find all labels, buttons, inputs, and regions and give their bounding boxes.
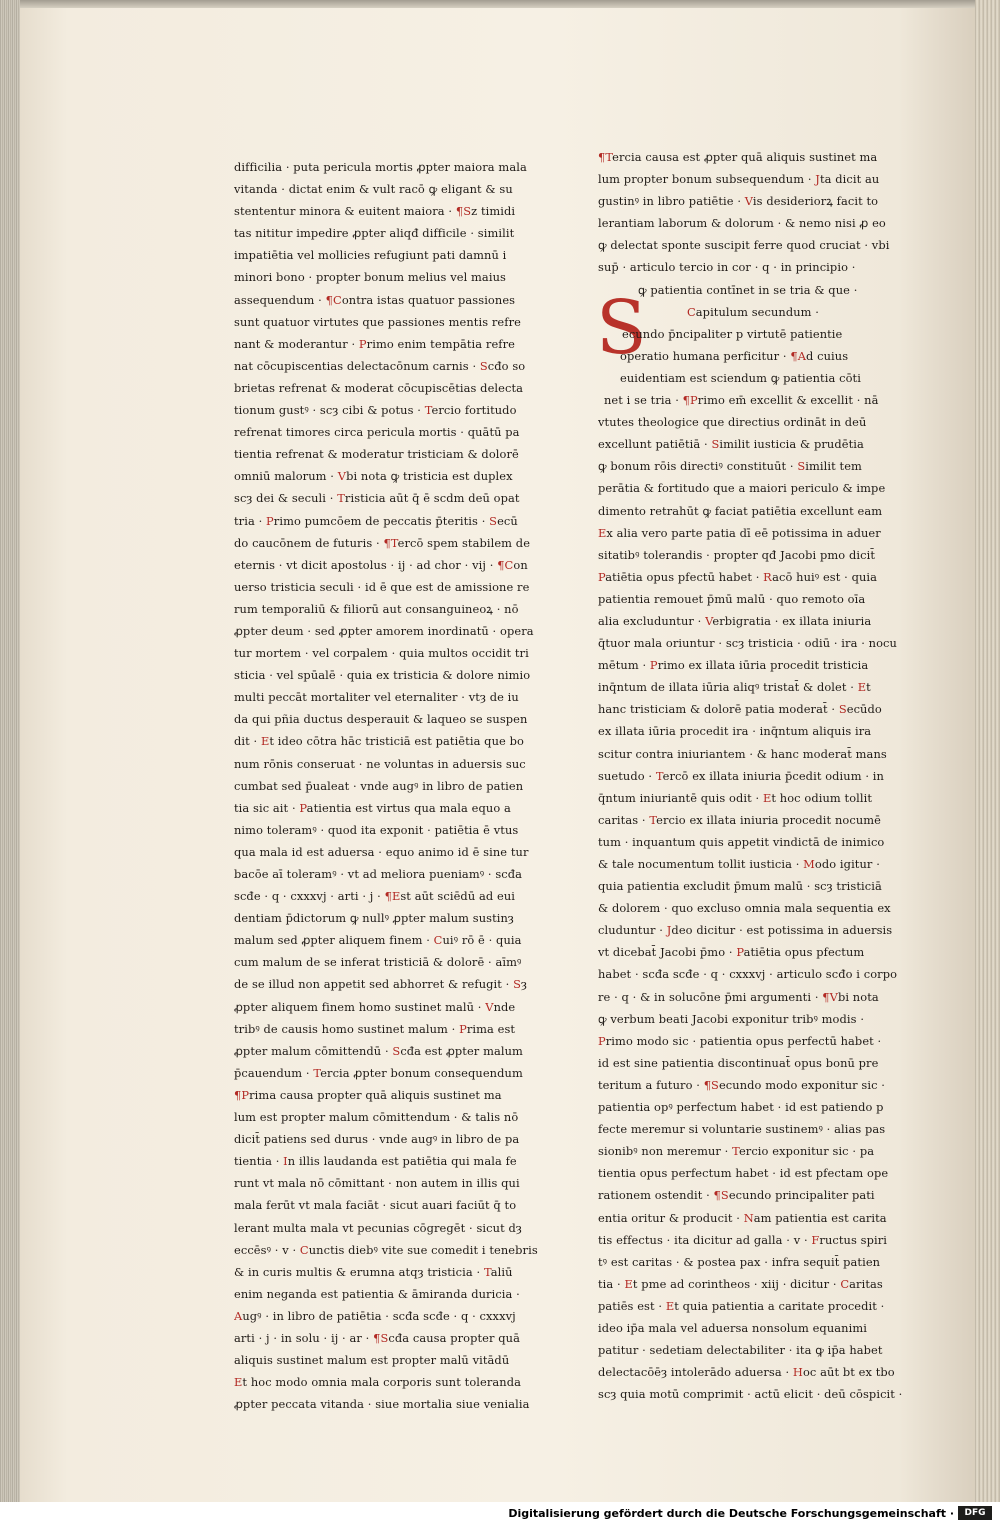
text-line: tur mortem · vel corpalem · quia multos occidit tri <box>234 646 529 661</box>
text-line: lerantiam laborum & dolorum · & nemo nisi ꝓ eo <box>598 216 886 231</box>
text-line: ꝓpter malum cōmittendū · Scđa est ꝓpter malum <box>234 1043 523 1058</box>
text-line: scđe · q · cxxxvj · arti · j · ¶Est aūt sciēdū ad eui <box>234 889 516 904</box>
text-line: ꝙ verbum beati Jacobi exponitur tribꝰ modis · <box>598 1011 865 1026</box>
text-line: qua mala id est aduersa · equo animo id ē sine tur <box>234 844 529 859</box>
text-line: ꝙ delectat sponte suscipit ferre quod cruciat · vbi <box>598 238 890 253</box>
text-line: Et hoc modo omnia mala corporis sunt toleranda <box>234 1375 522 1390</box>
text-line: impatiētia vel mollicies refugiunt pati damnū i <box>234 248 507 263</box>
text-line: refrenat timores circa pericula mortis · quātū pa <box>234 425 520 440</box>
text-line: vtutes theologice que directius ordināt in deū <box>598 415 867 430</box>
text-line: ꝙ patientia contīnet in se tria & que · <box>638 282 858 297</box>
text-line: vt dicebat̄ Jacobi p̄mo · Patiētia opus pfectum <box>598 945 865 960</box>
text-line: dicit̄ patiens sed durus · vnde augꝰ in libro de pa <box>234 1132 520 1147</box>
text-line: eccēsꝰ · v · Cunctis diebꝰ vite sue comedit i tenebris <box>234 1242 538 1257</box>
text-line: caritas · Tercio ex illata iniuria procedit nocumē <box>598 812 881 827</box>
text-line: rum temporaliū & filiorū aut consanguineoꝝ · nō <box>234 601 519 616</box>
decorated-initial-letter: S <box>596 285 647 371</box>
text-line: sup̄ · articulo tercio in cor · q · in principio · <box>598 260 856 275</box>
text-line: teritum a futuro · ¶Secundo modo exponitur sic · <box>598 1077 886 1092</box>
text-line: runt vt mala nō cōmittant · non autem in illis qui <box>234 1176 520 1191</box>
text-line: assequendum · ¶Contra istas quatuor passiones <box>234 292 516 307</box>
text-line: ex illata iūria procedit ira · inq̄ntum aliquis ira <box>598 724 872 739</box>
text-line: tum · inquantum quis appetit vindictā de inimico <box>598 834 885 849</box>
text-line: malum sed ꝓpter aliquem finem · Cuiꝰ rō ē · quia <box>234 933 522 948</box>
text-line: tientia · In illis laudanda est patiētia qui mala fe <box>234 1154 517 1169</box>
text-line: Patiētia opus pfectū habet · Racō huiꝰ est · quia <box>598 569 878 584</box>
text-line: lum propter bonum subsequendum · Jta dicit au <box>598 172 880 187</box>
text-line: cumbat sed p̄ualeat · vnde augꝰ in libro de patien <box>234 778 524 793</box>
text-line: dit · Et ideo cōtra hāc tristiciā est patiētia que bo <box>234 734 524 749</box>
text-line: gustinꝰ in libro patiētie · Vis desideriorꝝ facit to <box>598 194 879 209</box>
text-line: inq̄ntum de illata iūria aliqꝰ tristat̄ & dolet · Et <box>598 680 871 695</box>
text-line: rationem ostendit · ¶Secundo principaliter pati <box>598 1188 875 1203</box>
text-line: tꝰ est caritas · & postea pax · infra sequit̄ patien <box>598 1254 881 1269</box>
text-line: bacōe aī toleramꝰ · vt ad meliora pueniamꝰ · scđa <box>234 867 523 881</box>
text-line: alia excluduntur · Verbigratia · ex illata iniuria <box>598 613 872 628</box>
text-line: sticia · vel spūalē · quia ex tristicia & dolore nimio <box>234 668 531 683</box>
text-line: q̄tuor mala oriuntur · scȝ tristicia · odiū · ira · nocu <box>598 636 897 651</box>
text-line: dentiam p̄dictorum ꝙ nullꝰ ꝓpter malum sustinȝ <box>234 911 514 926</box>
text-line: re · q · & in solucōne p̄mi argumenti · ¶Vbi nota <box>598 989 879 1004</box>
text-line: euidentiam est sciendum ꝙ patientia cōti <box>620 370 861 385</box>
funding-notice: Digitalisierung gefördert durch die Deutsche Forschungsgemeinschaft · <box>508 1507 954 1520</box>
text-line: nimo toleramꝰ · quod ita exponit · patiētia ē vtus <box>234 822 519 837</box>
text-line: lum est propter malum cōmittendum · & talis nō <box>234 1110 519 1125</box>
text-line: num rōnis conseruat · ne voluntas in aduersis suc <box>234 756 526 771</box>
text-line: ideo ip̄a mala vel aduersa nonsolum equanimi <box>598 1320 867 1335</box>
text-line: multi peccāt mortaliter vel eternaliter · vtȝ de iu <box>234 690 519 705</box>
text-line: eternis · vt dicit apostolus · ij · ad chor · vij · ¶Con <box>234 557 528 572</box>
text-line: difficilia · puta pericula mortis ꝓpter maiora mala <box>234 160 527 174</box>
text-line: tionum gustꝰ · scȝ cibi & potus · Tercio fortitudo <box>234 403 517 418</box>
text-line: ꝓpter peccata vitanda · siue mortalia siue venialia <box>234 1397 530 1412</box>
text-line: tientia refrenat & moderatur tristiciam & dolorē <box>234 447 519 462</box>
text-line: tribꝰ de causis homo sustinet malum · Prima est <box>234 1021 516 1036</box>
text-line: de se illud non appetit sed abhorret & refugit · Sȝ <box>234 977 528 992</box>
text-line: excellunt patiētiā · Similit iusticia & prudētia <box>598 437 864 452</box>
text-line: patitur · sedetiam delectabiliter · ita ꝙ ip̄a habet <box>598 1343 883 1358</box>
left-text-column <box>234 156 544 1415</box>
text-line: ¶Prima causa propter quā aliquis sustinet ma <box>234 1087 502 1102</box>
text-line: id est sine patientia discontinuat̄ opus bonū pre <box>598 1055 879 1070</box>
text-line: patientia opꝰ perfectum habet · id est patiendo p <box>598 1100 884 1115</box>
text-line: aliquis sustinet malum est propter malū vitādū <box>234 1353 510 1368</box>
text-line: tia sic ait · Patientia est virtus qua mala equo a <box>234 800 511 815</box>
right-text-column <box>598 146 908 1405</box>
text-line: q̄ntum iniuriantē quis odit · Et hoc odium tollit <box>598 790 873 805</box>
text-line: sunt quatuor virtutes que passiones mentis refre <box>234 314 521 329</box>
text-line: tientia opus perfectum habet · id est pfectam ope <box>598 1166 889 1181</box>
text-line: scȝ quia motū comprimit · actū elicit · deū cōspicit · <box>598 1387 903 1402</box>
text-line: tis effectus · ita dicitur ad galla · v · Fructus spiri <box>598 1232 888 1247</box>
text-line: ꝓpter deum · sed ꝓpter amorem inordinatū · opera <box>234 623 534 638</box>
text-line: lerant multa mala vt pecunias cōgregēt · sicut dȝ <box>234 1220 522 1235</box>
text-line: cum malum de se inferat tristiciā & dolorē · aīmꝰ <box>234 955 522 970</box>
text-line: Capitulum secundum · <box>686 304 820 319</box>
text-line: vitanda · dictat enim & vult racō ꝙ eligant & su <box>234 182 513 197</box>
text-line: patiēs est · Et quia patientia a caritate procedit · <box>598 1298 885 1313</box>
text-line: perātia & fortitudo que a maiori periculo & impe <box>598 481 886 496</box>
text-line: tria · Primo pumcōem de peccatis p̄teritis · Secū <box>234 513 518 528</box>
text-line: hanc tristiciam & dolorē patia moderat̄ · Secūdo <box>598 702 882 717</box>
text-line: do caucōnem de futuris · ¶Tercō spem stabilem de <box>234 535 531 550</box>
text-line: Augꝰ · in libro de patiētia · scđa scđe · q · cxxxvj <box>234 1308 516 1323</box>
text-line: tia · Et pme ad corintheos · xiij · dicitur · Caritas <box>598 1276 883 1291</box>
text-line: mala ferūt vt mala faciāt · sicut auari faciūt q̄ to <box>234 1198 517 1213</box>
text-line: uerso tristicia seculi · id ē que est de amissione re <box>234 579 530 594</box>
text-line: net i se tria · ¶Primo em̄ excellit & excellit · nā <box>604 393 879 408</box>
text-line: & tale nocumentum tollit iusticia · Modo igitur · <box>598 857 880 871</box>
text-line: dimento retrahūt ꝙ faciat patiētia excellunt eam <box>598 503 883 518</box>
text-line: suetudo · Tercō ex illata iniuria p̄cedit odium · in <box>598 768 884 783</box>
text-line: fecte meremur si voluntarie sustinemꝰ · alias pas <box>598 1122 886 1137</box>
text-line: sionibꝰ non meremur · Tercio exponitur sic · pa <box>598 1144 875 1159</box>
text-line: stententur minora & euitent maiora · ¶Sz timidi <box>234 204 516 219</box>
text-line: nat cōcupiscentias delectacōnum carnis · Scđo so <box>234 358 526 373</box>
text-line: enim neganda est patientia & āmiranda duricia · <box>234 1286 520 1301</box>
text-line: Primo modo sic · patientia opus perfectū habet · <box>598 1033 882 1048</box>
text-line: patientia remouet p̄mū malū · quo remoto oīa <box>598 591 866 606</box>
text-line: & dolorem · quo excluso omnia mala sequentia ex <box>598 901 891 916</box>
text-line: sitatibꝰ tolerandis · propter qđ Jacobi pmo dicit̄ <box>598 547 876 562</box>
text-line: brietas refrenat & moderat cōcupiscētias delecta <box>234 380 524 395</box>
text-line: arti · j · in solu · ij · ar · ¶Scđa causa propter quā <box>234 1330 520 1345</box>
text-line: mētum · Primo ex illata iūria procedit tristicia <box>598 658 869 673</box>
text-line: scitur contra iniuriantem · & hanc moderat̄ mans <box>598 746 887 761</box>
text-line: operatio humana perficitur · ¶Ad cuius <box>620 348 849 363</box>
page-edges-left <box>0 0 22 1502</box>
text-line: da qui pñia ductus desperauit & laqueo se suspen <box>234 712 528 727</box>
dfg-logo: DFG <box>958 1506 992 1520</box>
text-line: delectacōēȝ intolerādo aduersa · Hoc aūt bt ex tbo <box>598 1365 895 1380</box>
text-line: ¶Tercia causa est ꝓpter quā aliquis sustinet ma <box>598 150 878 164</box>
text-line: & in curis multis & erumna atqȝ tristicia · Taliū <box>234 1264 513 1279</box>
text-line: ecundo p̄ncipaliter p virtutē patientie <box>622 326 843 341</box>
text-line: nant & moderantur · Primo enim tempātia refre <box>234 336 516 351</box>
text-line: p̄cauendum · Tercia ꝓpter bonum consequendum <box>234 1065 523 1080</box>
page-edges-right <box>975 0 1000 1502</box>
text-line: ꝙ bonum rōis directiꝰ constituūt · Similit tem <box>598 459 862 474</box>
text-line: habet · scđa scđe · q · cxxxvj · articulo scđo i corpo <box>598 967 898 982</box>
text-line: cluduntur · Jdeo dicitur · est potissima in aduersis <box>598 923 893 938</box>
text-line: ꝓpter aliquem finem homo sustinet malū · Vnde <box>234 999 516 1014</box>
text-line: minori bono · propter bonum melius vel maius <box>234 270 506 285</box>
text-line: omniū malorum · Vbi nota ꝙ tristicia est duplex <box>234 469 513 484</box>
text-line: quia patientia excludit p̄mum malū · scȝ tristiciā <box>598 879 882 894</box>
text-line: tas nititur impedire ꝓpter aliqđ difficile · similit <box>234 226 515 241</box>
text-line: Ex alia vero parte patia dī eē potissima in aduer <box>598 525 881 540</box>
text-line: entia oritur & producit · Nam patientia est carita <box>598 1210 887 1225</box>
text-line: scȝ dei & seculi · Tristicia aūt q̄ ē scdm deū opat <box>234 491 520 506</box>
